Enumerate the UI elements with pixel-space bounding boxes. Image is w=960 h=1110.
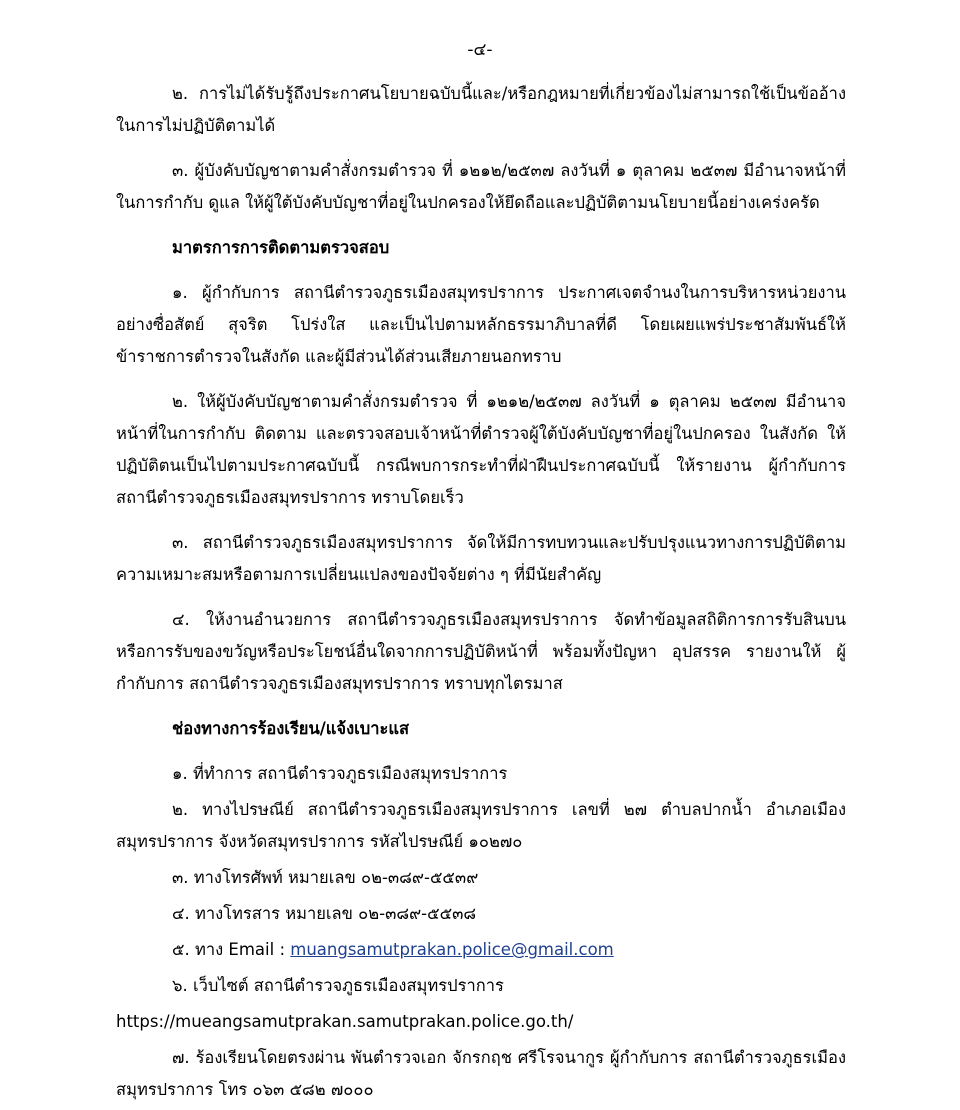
paragraph-supervisor-duty: ๓. ผู้บังคับบัญชาตามคำสั่งกรมตำรวจ ที่ ๑๒๑๒/๒๕๓๗ ลงวันที่ ๑ ตุลาคม ๒๕๓๗ มีอำนาจหน้าที่ในการกำกับ ดูแล ให้ผู้ใต้บังคับบัญชาที่อยู่ในปกครองให้ยึดถือและปฏิบัติตามนโยบายนี้อย่างเคร่งครัด xyxy=(116,161,846,212)
page-number: -๔- xyxy=(467,40,493,60)
section-heading-monitoring: มาตรการการติดตามตรวจสอบ xyxy=(172,238,390,257)
email-label: ๕. ทาง Email : xyxy=(172,940,291,959)
complaint-item-email xyxy=(116,934,846,966)
complaint-item-phone: ๓. ทางโทรศัพท์ หมายเลข ๐๒-๓๘๙-๕๕๓๙ xyxy=(172,868,479,887)
complaint-item-direct: ๗. ร้องเรียนโดยตรงผ่าน พันตำรวจเอก จักรกฤช ศรีโรจนากูร ผู้กำกับการ สถานีตำรวจภูธรเมืองสมุทรปราการ โทร ๐๖๓ ๕๘๒ ๗๐๐๐ xyxy=(116,1048,846,1099)
website-url-link[interactable]: https://mueangsamutprakan.samutprakan.police.go.th/ xyxy=(116,1012,574,1031)
complaint-item-website: ๖. เว็บไซต์ สถานีตำรวจภูธรเมืองสมุทรปราการ xyxy=(172,976,504,995)
monitoring-item-4: ๔. ให้งานอำนวยการ สถานีตำรวจภูธรเมืองสมุทรปราการ จัดทำข้อมูลสถิติการการรับสินบน หรือการรับของขวัญหรือประโยชน์อื่นใดจากการปฏิบัติหน้าที่ พร้อมทั้งปัญหา อุปสรรค รายงานให้ ผู้กำกับการ สถานีตำรวจภูธรเมืองสมุทรปราการ ทราบทุกไตรมาส xyxy=(116,610,846,693)
complaint-item-fax: ๔. ทางโทรสาร หมายเลข ๐๒-๓๘๙-๕๕๓๘ xyxy=(172,904,477,923)
complaint-item-post: ๒. ทางไปรษณีย์ สถานีตำรวจภูธรเมืองสมุทรปราการ เลขที่ ๒๗ ตำบลปากน้ำ อำเภอเมืองสมุทรปราการ จังหวัดสมุทรปราการ รหัสไปรษณีย์ ๑๐๒๗๐ xyxy=(116,800,846,851)
document-body xyxy=(116,78,846,1110)
email-link[interactable]: muangsamutprakan.police@gmail.com xyxy=(290,940,614,959)
monitoring-item-1: ๑. ผู้กำกับการ สถานีตำรวจภูธรเมืองสมุทรปราการ ประกาศเจตจำนงในการบริหารหน่วยงาน อย่างซื่อสัตย์ สุจริต โปร่งใส และเป็นไปตามหลักธรรมาภิบาลที่ดี โดยเผยแพร่ประชาสัมพันธ์ให้ข้าราชการตำรวจในสังกัด และผู้มีส่วนได้ส่วนเสียภายนอกทราบ xyxy=(116,283,846,366)
complaint-item-office: ๑. ที่ทำการ สถานีตำรวจภูธรเมืองสมุทรปราการ xyxy=(172,764,508,783)
section-heading-complaint: ช่องทางการร้องเรียน/แจ้งเบาะแส xyxy=(172,719,410,738)
paragraph-awareness: ๒. การไม่ได้รับรู้ถึงประกาศนโยบายฉบับนี้และ/หรือกฎหมายที่เกี่ยวข้องไม่สามารถใช้เป็นข้ออ้างในการไม่ปฏิบัติตามได้ xyxy=(116,84,846,135)
monitoring-item-3: ๓. สถานีตำรวจภูธรเมืองสมุทรปราการ จัดให้มีการทบทวนและปรับปรุงแนวทางการปฏิบัติตามความเหมาะสมหรือตามการเปลี่ยนแปลงของปัจจัยต่าง ๆ ที่มีนัยสำคัญ xyxy=(116,533,846,584)
monitoring-item-2: ๒. ให้ผู้บังคับบัญชาตามคำสั่งกรมตำรวจ ที่ ๑๒๑๒/๒๕๓๗ ลงวันที่ ๑ ตุลาคม ๒๕๓๗ มีอำนาจหน้าที่ในการกำกับ ติดตาม และตรวจสอบเจ้าหน้าที่ตำรวจผู้ใต้บังคับบัญชาที่อยู่ในปกครอง ในสังกัด ให้ปฏิบัติตนเป็นไปตามประกาศฉบับนี้ กรณีพบการกระทำที่ฝ่าฝืนประกาศฉบับนี้ ให้รายงาน ผู้กำกับการ สถานีตำรวจภูธรเมืองสมุทรปราการ ทราบโดยเร็ว xyxy=(116,392,846,507)
